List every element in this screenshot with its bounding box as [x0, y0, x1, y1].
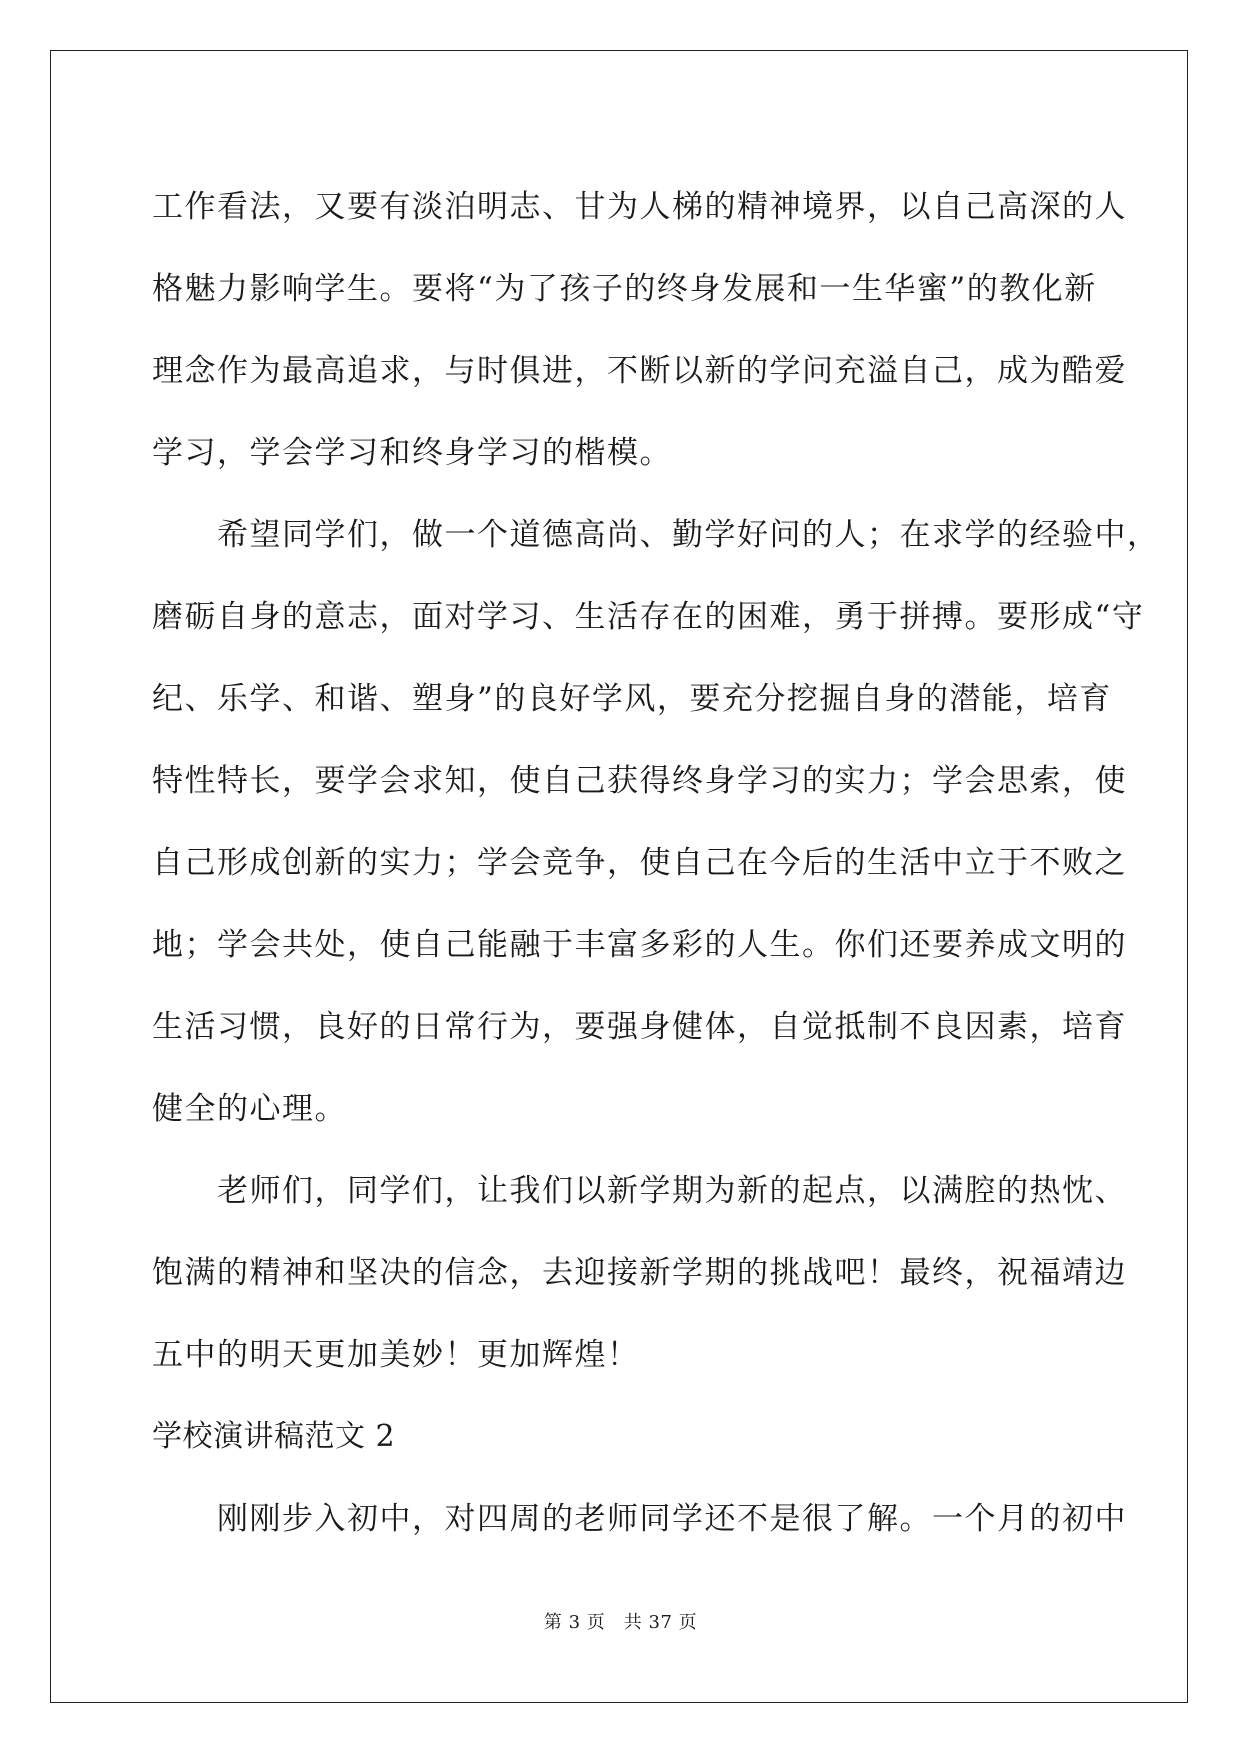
text-line: 五中的明天更加美妙！更加辉煌！	[152, 1337, 640, 1373]
text-line: 刚刚步入初中，对四周的老师同学还不是很了解。一个月的初中	[152, 1501, 1127, 1537]
text-line: 自己形成创新的实力；学会竞争，使自己在今后的生活中立于不败之	[152, 845, 1127, 881]
text-line: 格魅力影响学生。要将“为了孩子的终身发展和一生华蜜”的教化新	[152, 271, 1097, 307]
text-line: 纪、乐学、和谐、塑身”的良好学风，要充分挖掘自身的潜能，培育	[152, 681, 1112, 717]
document-body	[152, 166, 1160, 1560]
text-line: 希望同学们，做一个道德高尚、勤学好问的人；在求学的经验中，	[152, 517, 1160, 553]
text-line: 理念作为最高追求，与时俱进，不断以新的学问充溢自己，成为酷爱	[152, 353, 1127, 389]
text-line: 地；学会共处，使自己能融于丰富多彩的人生。你们还要养成文明的	[152, 927, 1127, 963]
text-line: 特性特长，要学会求知，使自己获得终身学习的实力；学会思索，使	[152, 763, 1127, 799]
text-line: 工作看法，又要有淡泊明志、甘为人梯的精神境界，以自己高深的人	[152, 189, 1127, 225]
page-number-footer: 第 3 页 共 37 页	[543, 1612, 698, 1633]
text-line: 饱满的精神和坚决的信念，去迎接新学期的挑战吧！最终，祝福靖边	[152, 1255, 1127, 1291]
text-line: 学习，学会学习和终身学习的楷模。	[152, 435, 672, 471]
text-line: 健全的心理。	[152, 1091, 347, 1127]
text-line: 生活习惯，良好的日常行为，要强身健体，自觉抵制不良因素，培育	[152, 1009, 1127, 1045]
text-line: 老师们，同学们，让我们以新学期为新的起点，以满腔的热忱、	[152, 1173, 1127, 1209]
section-heading: 学校演讲稿范文 2	[152, 1419, 396, 1454]
text-line: 磨砺自身的意志，面对学习、生活存在的困难，勇于拼搏。要形成“守	[152, 599, 1145, 635]
